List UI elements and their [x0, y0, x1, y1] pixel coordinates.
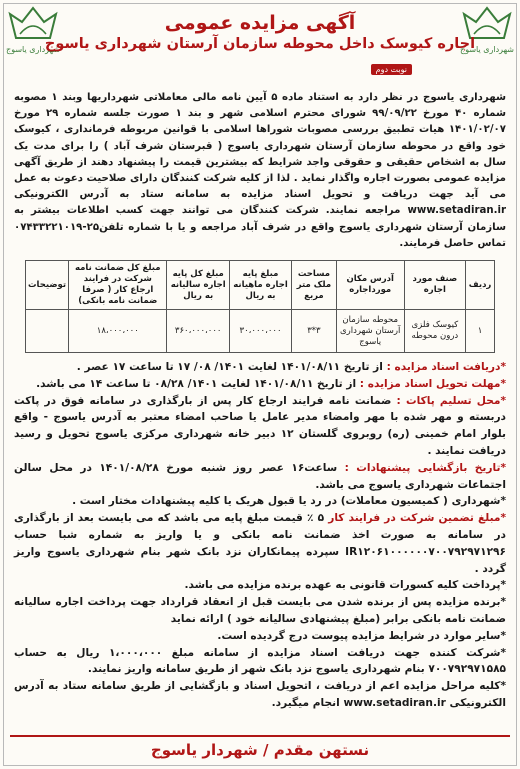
item-text: *کلیه مراحل مزایده اعم از دریافت ، اتحویل اسناد و بازگشایی از طریق سامانه ستاد به آدرس الکترونیکی www.setadiran.ir انجام میگیرد. [14, 680, 506, 709]
table-cell: محوطه سازمان آرستان شهرداری یاسوج [336, 310, 404, 353]
col-header: مبلغ کل پایه اجاره سالیانه به ریال [167, 261, 229, 310]
table-cell: ۳۶۰،۰۰۰،۰۰۰ [167, 310, 229, 353]
item-label: *مهلت تحویل اسناد مزایده : [359, 377, 506, 390]
item-label: *دریافت اسناد مزایده : [386, 361, 506, 374]
intro-paragraph: شهرداری یاسوج در نظر دارد به استناد ماده ۵ آیین نامه مالی معاملاتی شهرداریها وبند ۱ مصوبه شماره ۴۰ مورخ ۹۹/۰۹/۲۲ شورای محترم اسلامی شهر و بند ۱ صورت جلسه شماره ۲۹ مورخ ۱۴۰۱/۰۲/۰۷ هیات تطبیق بررسی مصوبات شوراها اسلامی با قوانین مربوطه فرمانداری ، کیوسک خود واقع در محوطه سازمان آرستان شهرداری یاسوج ( قبرستان شرف آباد ) را برای مدت یک سال به اشخاص حقیقی و حقوقی واجد شرایط که بیشترین قیمت را پیشنهاد دهند از طریق آگهی مزایده عمومی بصورت اجاره واگذار نماید . لذا از کلیه شرکت کنندگان دارای صلاحیت دعوت به عمل می آید جهت دریافت و تحویل اسناد مزایده به سامانه ستاد به آدرس الکترونیکی www.setadiran.ir مراجعه نمایند. شرکت کنندگان می توانند جهت کسب اطلاعات بیشتر به سازمان آرستان شهرداری یاسوج واقع در شرف آباد مراجعه و یا با شماره تلفن۲۵-۰۷۴۳۳۲۲۱۰۱۹ تماس حاصل فرمایند. [14, 92, 506, 249]
item-text: *پرداخت کلیه کسورات قانونی به عهده برنده مزایده می باشد. [184, 579, 506, 592]
item-label: *مبلغ تضمین شرکت در فرایند کار [328, 512, 506, 525]
logo-right-text: شهرداری یاسوج [460, 45, 514, 54]
col-header: آدرس مکان مورداجاره [336, 261, 404, 310]
item-text: *شرکت کننده جهت دریافت اسناد مزایده از سامانه مبلغ ۱،۰۰۰،۰۰۰ ریال به حساب ۷۰۰۷۹۲۹۷۱۵۸۵ بنام شهرداری یاسوج نزد بانک شهر از طریق سامانه واریز نمایند. [14, 646, 506, 676]
table-cell: ۱ [466, 310, 495, 353]
col-header: ردیف [466, 261, 495, 310]
page-border [3, 3, 517, 766]
table-cell: ۱۸،۰۰۰،۰۰۰ [69, 310, 167, 353]
item-text: *سایر موارد در شرایط مزایده پیوست درج گردیده است. [217, 629, 506, 642]
header [10, 12, 510, 64]
logo-left-text: شهرداری یاسوج [6, 45, 60, 54]
item-text: *برنده مزایده پس از برنده شدن می بایست قبل از انعقاد قرارداد جهت پرداخت اجاره سالیانه ضمانت نامه بانکی برابر (مبلغ پیشنهادی سالیانه خود ) ارائه نماید [14, 596, 506, 625]
item-label: *محل تسلیم پاکات : [396, 394, 506, 407]
signature-footer: نستهن مقدم / شهردار یاسوج [10, 735, 510, 759]
col-header: توضیحات [26, 261, 69, 310]
round-badge: نوبت دوم [371, 64, 412, 75]
item-text: *شهرداری ( کمیسیون معاملات) در رد یا قبول هریک یا کلیه پیشنهادات مختار است . [72, 495, 506, 508]
item-text: از تاریخ ۱۴۰۱/۰۸/۱۱ لغایت ۱۴۰۱/ ۰۸/۲۸ تا ساعت ۱۴ می باشد. [36, 377, 360, 390]
col-header: مساحت ملک متر مربع [292, 261, 337, 310]
table-cell: کیوسک فلزی درون محوطه [404, 310, 465, 353]
item-label: *تاریخ بازگشایی پیشنهادات : [344, 461, 507, 474]
item-text: از تاریخ ۱۴۰۱/۰۸/۱۱ لغایت ۱۴۰۱/ ۰۸/ ۱۷ تا ساعت ۱۷ عصر . [76, 361, 387, 374]
col-header: مبلغ کل ضمانت نامه شرکت در فرایند ارجاع کار ( صرفا ضمانت نامه بانکی) [69, 261, 167, 310]
table-cell: ۳*۳ [292, 310, 337, 353]
notice-title: آگهی مزایده عمومی [164, 12, 356, 34]
item-text: ساعت۱۶ عصر روز شنبه مورخ ۱۴۰۱/۰۸/۲۸ در محل سالن اجتماعات شهرداری یاسوج می باشد. [14, 461, 506, 491]
notice-subtitle: اجاره کیوسک داخل محوطه سازمان آرستان شهرداری یاسوج [44, 36, 476, 52]
item-text: ۵ ٪ قیمت مبلغ پایه می باشد که می بایست بعد از بارگذاری در سامانه به صورت اخذ ضمانت نامه بانکی و یا واریز به شماره شبا حساب IR۱۲۰۶۱۰۰۰۰۰۰۷۰۰۷۹۲۹۷۱۲۹۶ سپرده پیمانکاران نزد بانک شهر بنام شهرداری یاسوج واریز گردد . [14, 512, 506, 575]
col-header: صنف مورد اجاره [404, 261, 465, 310]
table-cell: ۳۰،۰۰۰،۰۰۰ [229, 310, 291, 353]
item-text: ضمانت نامه فرایند ارجاع کار پس از بارگذاری در سامانه فوق در پاکت دربسته و مهر شده با مهر وامضاء مدیر عامل یا صاحب امضاء معتبر به آدرس یاسوج - واقع بلوار امام خمینی (ره) روبروی گلستان ۱۲ دبیر خانه شهرداری مرکزی یاسوج تحویل و رسید دریافت نمایند . [14, 394, 506, 458]
col-header: مبلغ پایه اجاره ماهیانه به ریال [229, 261, 291, 310]
